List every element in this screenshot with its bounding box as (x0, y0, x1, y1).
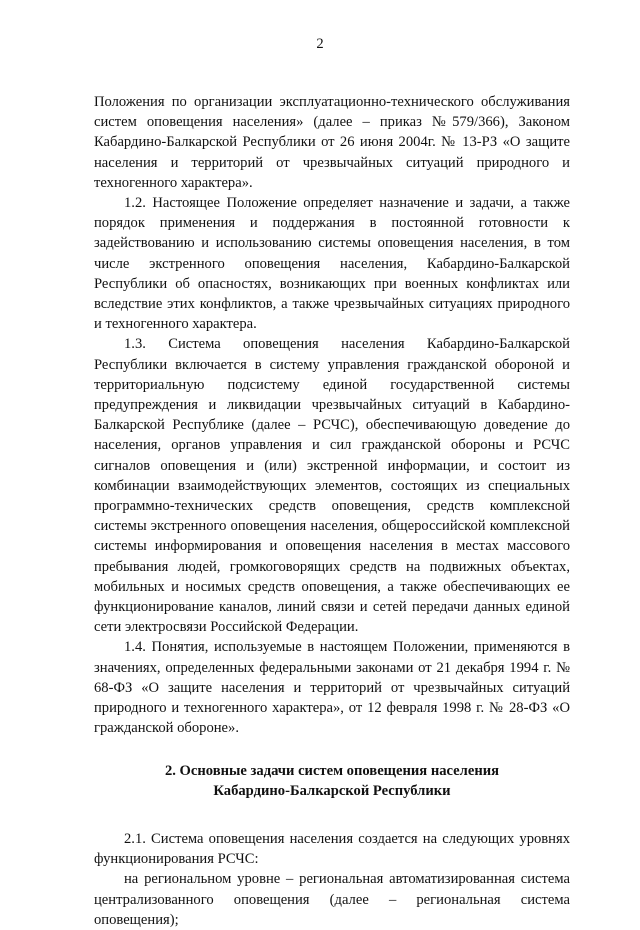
paragraph: 1.4. Понятия, используемые в настоящем Положении, применяются в значениях, определенных федеральными законами от 21 декабря 1994 г. № 68-ФЗ «О защите населения и территорий от чрезвычайных ситуаций природного и техногенного характера», от 12 февраля 1998 г. № 28-ФЗ «О гражданской обороне». (94, 639, 570, 737)
document-body (94, 92, 570, 930)
paragraph: 1.2. Настоящее Положение определяет назначение и задачи, а также порядок применения и поддержания в постоянной готовности к задействованию и использованию системы оповещения населения, в том числе экстренного оповещения населения, Кабардино-Балкарской Республики об опасностях, возникающих при военных конфликтах или вследствие этих конфликтов, а также чрезвычайных ситуациях природного и техногенного характера. (94, 195, 570, 333)
paragraph: 1.3. Система оповещения населения Кабардино-Балкарской Республики включается в систему управления гражданской обороной и территориальную подсистему единой государственной системы предупреждения и ликвидации чрезвычайных ситуаций в Кабардино-Балкарской Республике (далее – РСЧС), обеспечивающую доведение до населения, органов управления и сил гражданской обороны и РСЧС сигналов оповещения и (или) экстренной информации, и состоит из комбинации взаимодействующих элементов, состоящих из специальных программно-технических средств оповещения, средств комплексной системы экстренного оповещения населения, общероссийской комплексной системы информирования и оповещения населения в местах массового пребывания людей, громкоговорящих средств на подвижных объектах, мобильных и носимых средств оповещения, а также обеспечивающих ее функционирование каналов, линий связи и сетей передачи данных единой сети электросвязи Российской Федерации. (94, 336, 570, 636)
section-heading-line: Кабардино-Балкарской Республики (213, 782, 451, 799)
section-heading (94, 761, 570, 801)
section-heading-line: 2. Основные задачи систем оповещения населения (164, 762, 500, 779)
paragraph: 2.1. Система оповещения населения создается на следующих уровнях функционирования РСЧС: (94, 830, 570, 868)
paragraph: Положения по организации эксплуатационно-технического обслуживания систем оповещения населения» (далее – приказ №579/366), Законом Кабардино-Балкарской Республики от 26 июня 2004г. № 13-РЗ «О защите населения и территорий от чрезвычайных ситуаций природного и техногенного характера». (94, 94, 570, 191)
paragraph: на региональном уровне – региональная автоматизированная система централизованного оповещения (далее – региональная система оповещения); (94, 871, 570, 928)
section-body (94, 829, 570, 930)
page-number: 2 (316, 36, 324, 52)
